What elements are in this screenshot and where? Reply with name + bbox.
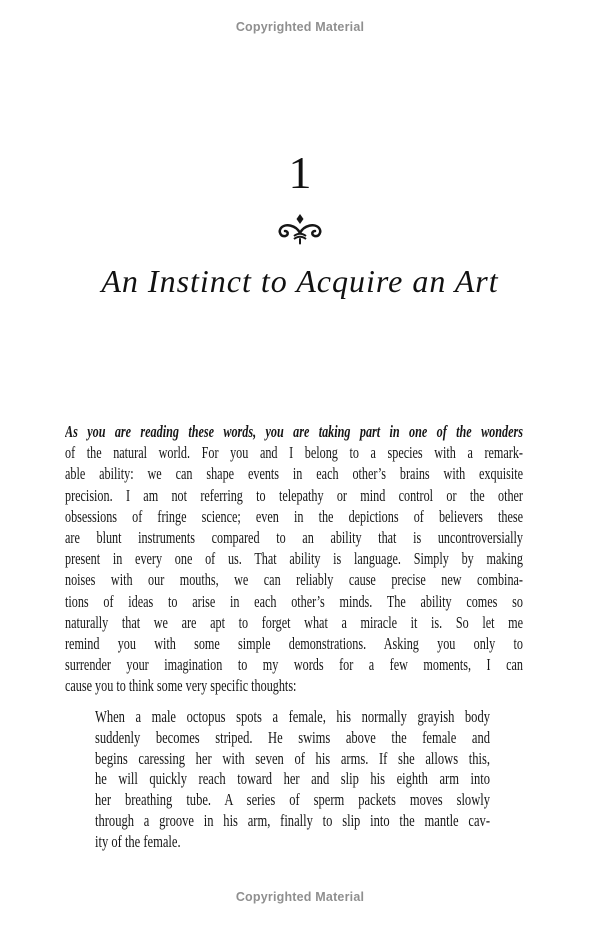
copyright-notice-bottom: Copyrighted Material bbox=[235, 890, 365, 904]
chapter-number: 1 bbox=[288, 147, 312, 198]
paragraph-line: able ability: we can shape events in each other’s brains with exquisite bbox=[65, 464, 523, 484]
paragraph-line: obsessions of fringe science; even in the depictions of believers these bbox=[65, 506, 523, 526]
block-quote bbox=[95, 707, 490, 853]
paragraph-line: present in every one of us. That ability is language. Simply by making bbox=[65, 549, 523, 569]
opening-paragraph bbox=[65, 421, 523, 696]
quote-line: her breathing tube. A series of sperm packets moves slowly bbox=[95, 790, 490, 810]
quote-line: begins caressing her with seven of his arms. If she allows this, bbox=[95, 748, 490, 768]
quote-line: suddenly becomes striped. He swims above the female and bbox=[95, 727, 490, 747]
paragraph-line: tions of ideas to arise in each other’s minds. The ability comes so bbox=[65, 591, 523, 611]
copyright-notice-top: Copyrighted Material bbox=[235, 20, 365, 34]
paragraph-line: precision. I am not referring to telepathy or mind control or the other bbox=[65, 485, 523, 505]
paragraph-line: are blunt instruments compared to an ability that is uncontroversially bbox=[65, 527, 523, 547]
paragraph-line: As you are reading these words, you are taking part in one of the wonders bbox=[65, 422, 523, 441]
paragraph-line: surrender your imagination to my words for a few moments, I can bbox=[65, 655, 523, 675]
quote-line: ity of the female. bbox=[95, 831, 181, 851]
paragraph-line: remind you with some simple demonstrations. Asking you only to bbox=[65, 633, 523, 653]
quote-line: he will quickly reach toward her and slip his eighth arm into bbox=[95, 769, 490, 789]
quote-line: When a male octopus spots a female, his normally grayish body bbox=[95, 707, 490, 726]
paragraph-line: noises with our mouths, we can reliably cause precise new combina- bbox=[65, 570, 523, 590]
quote-line: through a groove in his arm, finally to slip into the mantle cav- bbox=[95, 810, 490, 830]
paragraph-line: cause you to think some very specific thoughts: bbox=[65, 676, 297, 696]
paragraph-line: of the natural world. For you and I belong to a species with a remark- bbox=[65, 443, 523, 463]
fleuron-ornament-icon bbox=[0, 213, 600, 245]
paragraph-line: naturally that we are apt to forget what a miracle it is. So let me bbox=[65, 612, 523, 632]
chapter-title: An Instinct to Acquire an Art bbox=[101, 263, 499, 299]
